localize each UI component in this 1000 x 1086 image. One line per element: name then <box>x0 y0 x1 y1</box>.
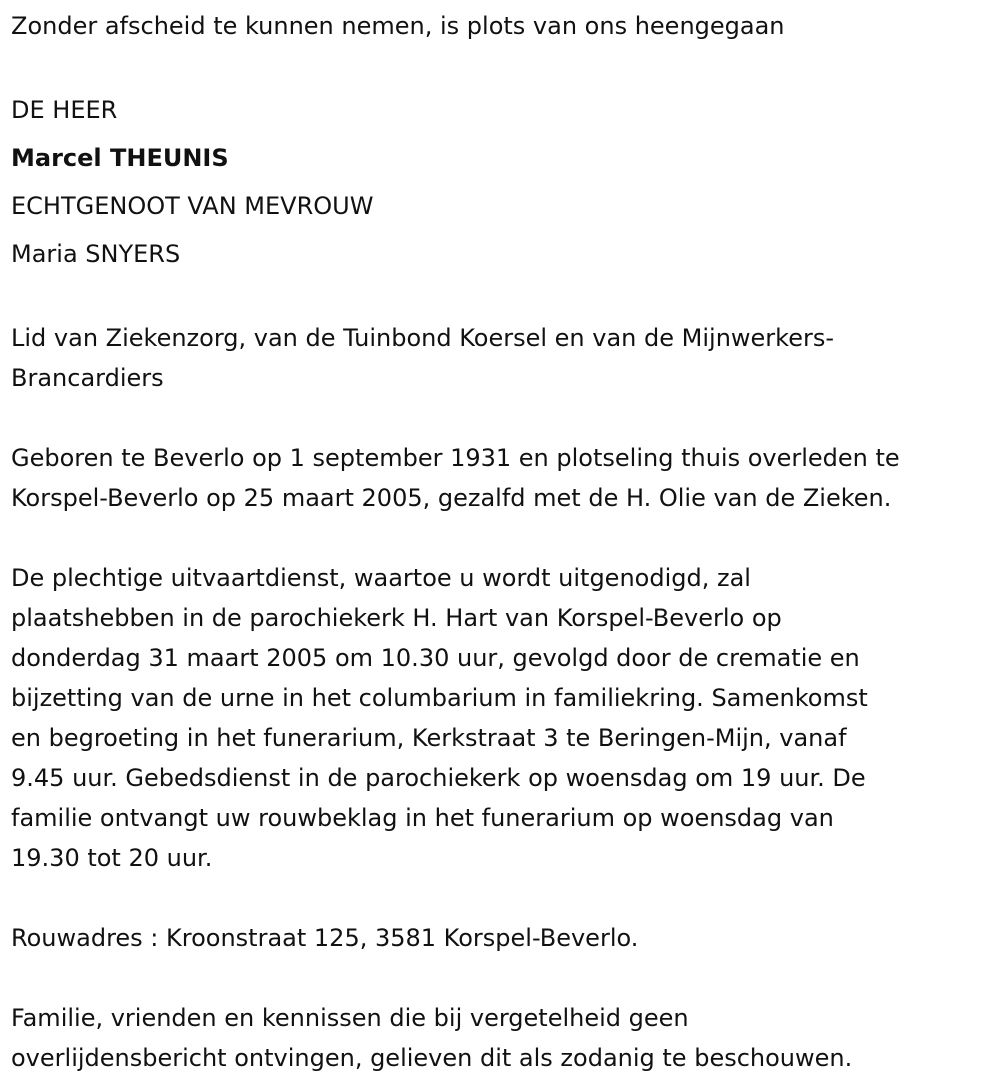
service-line: 19.30 tot 20 uur. <box>11 844 213 872</box>
deceased-name: Marcel THEUNIS <box>11 144 229 172</box>
closing-line: overlijdensbericht ontvingen, gelieven dit als zodanig te beschouwen. <box>11 1044 853 1072</box>
closing-paragraph <box>11 998 996 1078</box>
relation-label: ECHTGENOOT VAN MEVROUW <box>11 192 374 220</box>
service-line: 9.45 uur. Gebedsdienst in de parochiekerk op woensdag om 19 uur. De <box>11 764 866 792</box>
service-line: plaatshebben in de parochiekerk H. Hart van Korspel-Beverlo op <box>11 604 782 632</box>
deceased-header <box>11 86 996 278</box>
spacer <box>11 398 996 438</box>
service-line: donderdag 31 maart 2005 om 10.30 uur, gevolgd door de crematie en <box>11 644 860 672</box>
membership-paragraph <box>11 318 996 398</box>
service-line: familie ontvangt uw rouwbeklag in het funerarium op woensdag van <box>11 804 834 832</box>
obituary-document <box>11 6 996 1078</box>
service-line: en begroeting in het funerarium, Kerkstraat 3 te Beringen-Mijn, vanaf <box>11 724 847 752</box>
spacer <box>11 878 996 918</box>
mourning-address: Rouwadres : Kroonstraat 125, 3581 Korspel-Beverlo. <box>11 924 639 952</box>
service-line: bijzetting van de urne in het columbarium in familiekring. Samenkomst <box>11 684 868 712</box>
service-paragraph <box>11 558 996 878</box>
spouse-name: Maria SNYERS <box>11 240 181 268</box>
title-prefix: DE HEER <box>11 96 118 124</box>
birth-death-paragraph <box>11 438 996 518</box>
birth-death-line: Geboren te Beverlo op 1 september 1931 en plotseling thuis overleden te <box>11 444 900 472</box>
membership-line: Brancardiers <box>11 364 164 392</box>
membership-line: Lid van Ziekenzorg, van de Tuinbond Koersel en van de Mijnwerkers- <box>11 324 835 352</box>
intro-text: Zonder afscheid te kunnen nemen, is plots van ons heengegaan <box>11 12 785 40</box>
spacer <box>11 278 996 318</box>
spacer <box>11 46 996 86</box>
service-line: De plechtige uitvaartdienst, waartoe u wordt uitgenodigd, zal <box>11 564 751 592</box>
closing-line: Familie, vrienden en kennissen die bij vergetelheid geen <box>11 1004 689 1032</box>
spacer <box>11 518 996 558</box>
spacer <box>11 958 996 998</box>
birth-death-line: Korspel-Beverlo op 25 maart 2005, gezalfd met de H. Olie van de Zieken. <box>11 484 892 512</box>
